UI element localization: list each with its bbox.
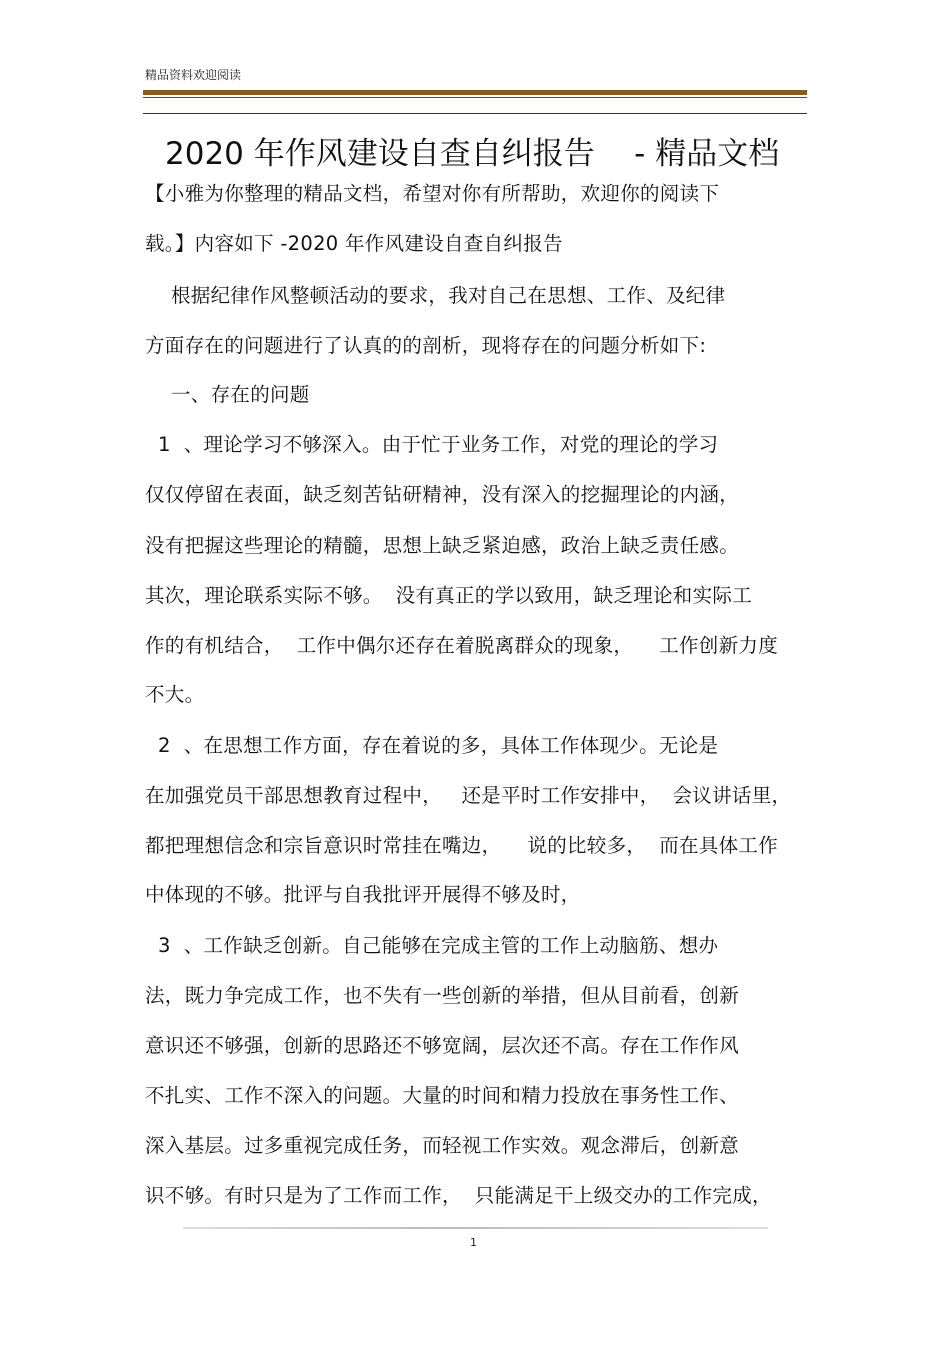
body-line: 深入基层。过多重视完成任务，而轻视工作实效。观念滞后，创新意: [145, 1134, 740, 1157]
body-line: 不大。: [145, 683, 205, 706]
body-line: 3 、工作缺乏创新。自己能够在完成主管的工作上动脑筋、想办: [145, 934, 719, 957]
body-line: 2 、在思想工作方面，存在着说的多，具体工作体现少。无论是: [145, 734, 719, 757]
body-line: 中体现的不够。批评与自我批评开展得不够及时，: [145, 883, 581, 906]
body-line: 载。】内容如下 -2020 年作风建设自查自纠报告: [145, 232, 563, 255]
body-line: 法，既力争完成工作，也不失有一些创新的举措，但从目前看，创新: [145, 984, 740, 1007]
body-line: 方面存在的问题进行了认真的的剖析，现将存在的问题分析如下:: [145, 334, 707, 357]
body-line: 不扎实、工作不深入的问题。大量的时间和精力投放在事务性工作、: [145, 1084, 740, 1107]
body-line: 其次，理论联系实际不够。 没有真正的学以致用，缺乏理论和实际工: [145, 584, 752, 607]
document-title: 2020 年作风建设自查自纠报告 - 精品文档: [165, 136, 780, 172]
body-line: 没有把握这些理论的精髓，思想上缺乏紧迫感，政治上缺乏责任感。: [145, 534, 740, 557]
body-line: 1 、理论学习不够深入。由于忙于业务工作，对党的理论的学习: [145, 433, 719, 456]
title-rule: [143, 113, 807, 114]
body-line: 在加强党员干部思想教育过程中， 还是平时工作安排中， 会议讲话里，: [145, 784, 792, 807]
page-number: 1: [470, 1236, 477, 1249]
body-line: 都把理想信念和宗旨意识时常挂在嘴边， 说的比较多， 而在具体工作: [145, 834, 778, 857]
body-line: 【小雅为你整理的精品文档，希望对你有所帮助，欢迎你的阅读下: [145, 182, 720, 205]
footer-rule: [183, 1227, 768, 1229]
body-line: 识不够。有时只是为了工作而工作， 只能满足干上级交办的工作完成，: [145, 1184, 772, 1207]
body-line: 仅仅停留在表面，缺乏刻苦钻研精神，没有深入的挖掘理论的内涵，: [145, 483, 740, 506]
body-line: 意识还不够强，创新的思路还不够宽阔，层次还不高。存在工作作风: [145, 1034, 740, 1057]
header-rule-thin: [143, 97, 807, 98]
header-rule-thick: [143, 90, 807, 95]
section-heading: 一、存在的问题: [145, 383, 310, 406]
header-text: 精品资料欢迎阅读: [145, 68, 242, 82]
body-line: 根据纪律作风整顿活动的要求，我对自己在思想、工作、及纪律: [145, 284, 726, 307]
body-line: 作的有机结合， 工作中偶尔还存在着脱离群众的现象， 工作创新力度: [145, 634, 778, 657]
